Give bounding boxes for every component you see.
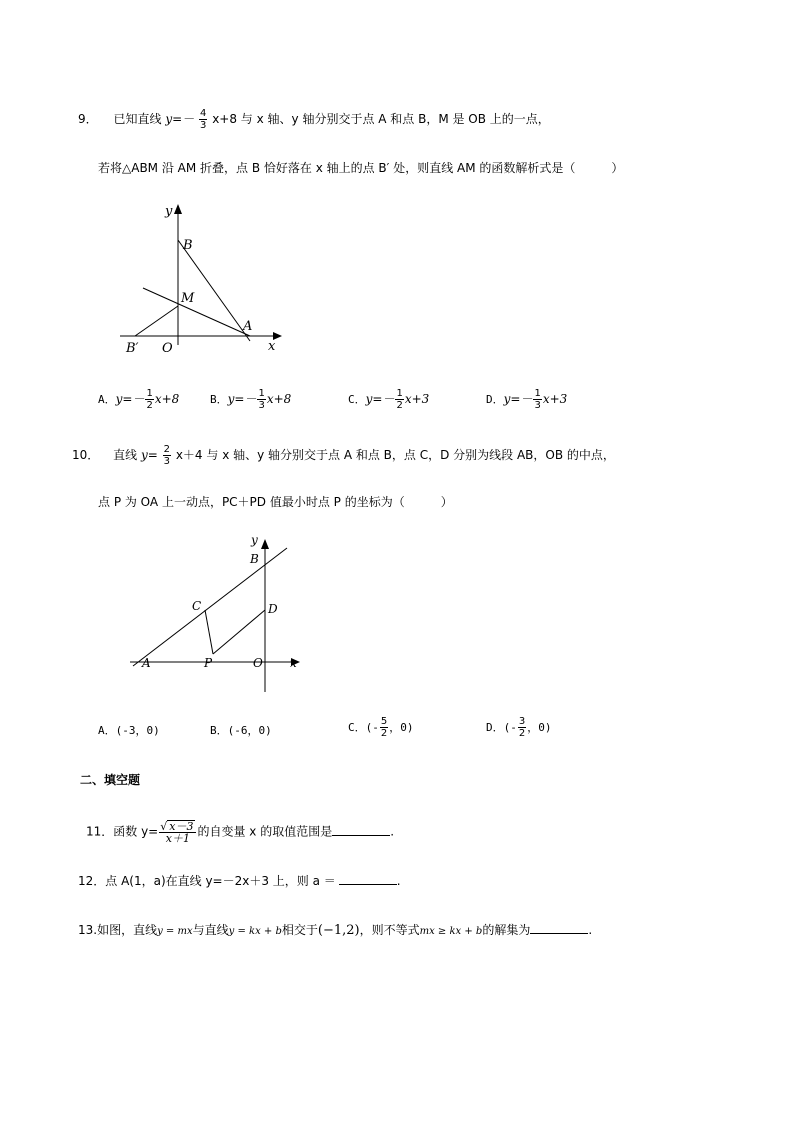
q11-line: 11．函数 y= $\frac{√ x-3}{x+1}$ 的自变量 x 的取值范围是 . — [86, 820, 395, 845]
q13-eq2: y = kx + b — [228, 926, 282, 937]
q12-line: 12．点 A(1，a)在直线 y=－2x＋3 上，则 a ＝ . — [78, 874, 401, 888]
q10-segment-pd — [213, 610, 265, 654]
q10-label-p: P — [204, 656, 213, 670]
q9-text-a: 已知直线 — [113, 112, 162, 126]
q13-answer-blank[interactable] — [530, 921, 588, 934]
q13-text-b: 与直线 — [192, 923, 229, 937]
q9-line1 — [78, 108, 550, 131]
q9-label-a: A — [243, 319, 253, 334]
q12-answer-blank[interactable] — [339, 872, 397, 885]
q13-point: (−1,2) — [317, 923, 360, 938]
q10-label-o: O — [253, 656, 263, 670]
q10-text-b: x＋4 与 x 轴、y 轴分别交于点 A 和点 B，点 C，D 分别为线段 AB，OB 的中点， — [175, 448, 615, 462]
q9-option-c[interactable]: C．y=－ $\frac{1}{2}$ x+3 — [348, 388, 430, 411]
q13-text-d: ，则不等式 — [359, 923, 420, 937]
q9-line2: 若将△ABM 沿 AM 折叠，点 B 恰好落在 x 轴上的点 B′ 处，则直线 AM 的函数解析式是（ ） — [98, 161, 624, 175]
q10-option-a[interactable]: A．(-3，0) — [98, 724, 160, 737]
q9-label-o: O — [162, 341, 173, 356]
q10-fraction: $\frac{2}{3}$ — [163, 444, 170, 467]
q11-text-b: 的自变量 x 的取值范围是 — [197, 824, 333, 839]
q9-label-b: B — [183, 238, 193, 253]
q9-y-eq: y=－ — [165, 112, 195, 126]
q9-text-b: x+8 与 x 轴、y 轴分别交于点 A 和点 B，M 是 OB 上的一点， — [212, 112, 550, 126]
q13-text-a: 13.如图，直线 — [78, 923, 158, 937]
section-heading: 二、填空题 — [80, 773, 141, 787]
q10-y-arrow — [261, 539, 269, 549]
q10-figure — [125, 530, 310, 695]
q9-option-b[interactable]: B．y=－ $\frac{1}{3}$ x+8 — [210, 388, 292, 411]
q9-number: 9． — [78, 112, 98, 126]
q13-text-c: 相交于 — [281, 923, 318, 937]
q10-label-d: D — [268, 602, 278, 616]
q9-figure — [115, 195, 290, 360]
q9-option-d[interactable]: D．y=－ $\frac{1}{3}$ x+3 — [486, 388, 568, 411]
q9-label-x: x — [268, 339, 276, 354]
q10-option-b[interactable]: B．(-6，0) — [210, 724, 272, 737]
q10-label-y: y — [251, 533, 258, 547]
q13-text-e: 的解集为 — [482, 923, 531, 937]
q9-label-m: M — [181, 291, 195, 306]
q9-option-a[interactable]: A．y=－ $\frac{1}{2}$ x+8 — [98, 388, 180, 411]
q10-number: 10． — [72, 448, 100, 462]
q9-label-bprime: B′ — [126, 341, 139, 356]
q10-line-ab — [133, 548, 287, 666]
q10-label-a: A — [142, 656, 151, 670]
q13-inequality: mx ≥ kx + b — [419, 926, 483, 937]
q10-line1 — [72, 444, 615, 467]
q13-eq1: y = mx — [157, 926, 193, 937]
q10-label-c: C — [192, 599, 202, 613]
q11-answer-blank[interactable] — [332, 823, 390, 836]
q11-text-a: 11．函数 y= — [86, 824, 159, 839]
q10-label-b: B — [250, 552, 259, 566]
q10-option-d[interactable]: D．(- $\frac{3}{2}$ ，0) — [486, 716, 552, 739]
q12-text: 12．点 A(1，a)在直线 y=－2x＋3 上，则 a ＝ — [78, 874, 336, 888]
q11-fraction: $\frac{√ x-3}{x+1}$ — [159, 820, 196, 844]
q10-option-c[interactable]: C．(- $\frac{5}{2}$ ，0) — [348, 716, 414, 739]
q10-line2: 点 P 为 OA 上一动点，PC＋PD 值最小时点 P 的坐标为（ ） — [98, 495, 453, 509]
q9-label-y: y — [165, 204, 173, 219]
q10-text-a: 直线 — [113, 448, 138, 462]
q9-y-arrow — [174, 204, 182, 214]
q9-line-am — [143, 288, 253, 336]
q9-line-bm — [135, 306, 178, 336]
q10-y-eq: y= — [140, 448, 158, 462]
q10-label-x: x — [290, 656, 297, 670]
q9-fraction: $\frac{4}{3}$ — [199, 108, 207, 131]
q13-line: 13.如图，直线y = mx与直线y = kx + b相交于(−1,2)，则不等式mx ≥ kx + b的解集为 . — [78, 923, 593, 938]
q10-segment-cp — [205, 610, 213, 654]
